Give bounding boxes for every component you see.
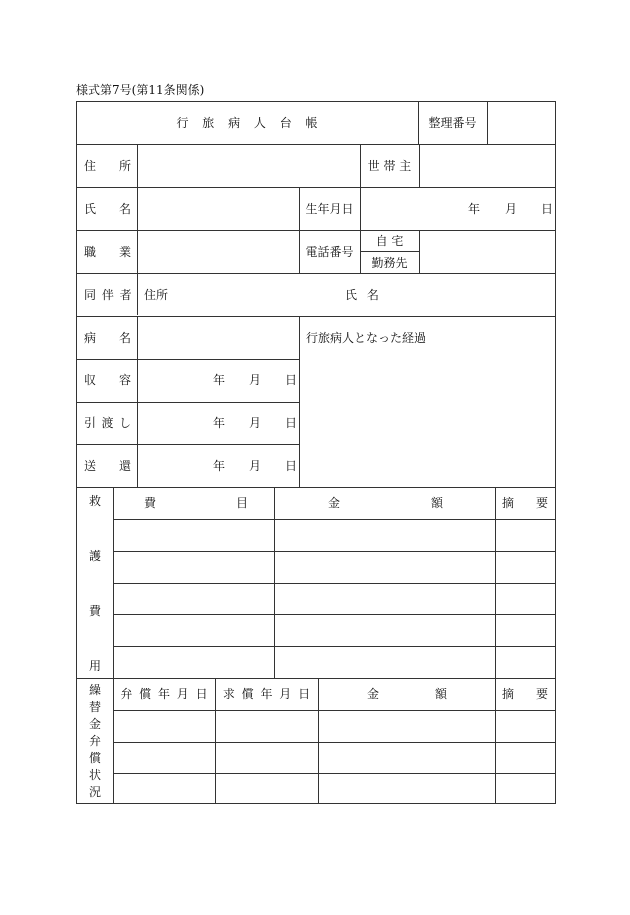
reimbursement-side-char: 況 <box>88 785 101 799</box>
circumstances-field[interactable] <box>300 360 555 487</box>
serial-number-label: 整理番号 <box>428 116 477 130</box>
occupation-field[interactable] <box>138 231 299 273</box>
col-divider <box>495 487 496 678</box>
household-head-field[interactable] <box>420 145 555 187</box>
relief-side-char: 用 <box>88 659 101 673</box>
disease-field[interactable] <box>138 317 299 359</box>
companion-address-label: 住所 <box>144 288 169 302</box>
claim-date-header: 求 償 年 月 日 <box>222 687 311 701</box>
reimbursement-side-char: 弁 <box>88 734 101 748</box>
birth-day-unit: 日 <box>541 202 554 216</box>
phone-home-field[interactable] <box>420 231 555 251</box>
ledger-form <box>76 101 556 804</box>
row-divider <box>77 273 555 274</box>
relief-item-header: 費 目 <box>144 496 248 510</box>
handover-year-unit: 年 <box>213 416 226 430</box>
return-month-unit: 月 <box>249 459 262 473</box>
address-field[interactable] <box>138 145 360 187</box>
row-divider <box>77 487 555 488</box>
birth-year-unit: 年 <box>468 202 481 216</box>
ledger-title: 行 旅 病 人 台 帳 <box>176 116 319 130</box>
row-divider <box>77 444 299 445</box>
address-label: 住 所 <box>84 159 131 173</box>
handover-month-unit: 月 <box>249 416 262 430</box>
row-divider <box>77 359 299 360</box>
companion-name-label: 氏 名 <box>345 288 379 302</box>
name-label: 氏 名 <box>84 202 131 216</box>
col-divider <box>274 487 275 678</box>
form-number: 様式第7号(第11条関係) <box>76 83 205 97</box>
companion-label: 同 伴 者 <box>84 288 133 302</box>
relief-side-char: 費 <box>88 604 101 618</box>
phone-work-label: 勤務先 <box>371 256 408 270</box>
birthdate-label: 生年月日 <box>305 202 354 216</box>
row-divider <box>113 614 555 615</box>
circumstances-label: 行旅病人となった経過 <box>306 331 427 345</box>
admission-label: 収 容 <box>84 373 131 387</box>
phone-work-field[interactable] <box>420 252 555 273</box>
reimbursement-side-char: 繰 <box>88 683 101 697</box>
birth-month-unit: 月 <box>505 202 518 216</box>
serial-number-field[interactable] <box>488 102 555 144</box>
row-divider <box>113 773 555 774</box>
reimbursement-side-char: 金 <box>88 717 101 731</box>
reimbursement-side-char: 替 <box>88 700 101 714</box>
return-day-unit: 日 <box>285 459 298 473</box>
return-year-unit: 年 <box>213 459 226 473</box>
row-divider <box>113 519 555 520</box>
repaid-date-header: 弁 償 年 月 日 <box>120 687 208 701</box>
row-divider <box>113 646 555 647</box>
phone-home-label: 自 宅 <box>375 234 404 248</box>
relief-side-char: 護 <box>88 549 101 563</box>
admission-month-unit: 月 <box>249 373 262 387</box>
disease-label: 病 名 <box>84 331 131 345</box>
reimbursement-amount-header: 金 額 <box>367 687 447 701</box>
reimbursement-side-char: 状 <box>88 768 101 782</box>
phone-label: 電話番号 <box>305 245 354 259</box>
col-divider <box>113 487 114 804</box>
relief-remarks-header: 摘 要 <box>502 496 548 510</box>
return-label: 送 還 <box>84 459 131 473</box>
row-divider <box>77 678 555 679</box>
col-divider <box>495 678 496 804</box>
row-divider <box>77 402 299 403</box>
col-divider <box>299 187 300 273</box>
admission-year-unit: 年 <box>213 373 226 387</box>
relief-side-char: 救 <box>88 494 101 508</box>
row-divider <box>113 710 555 711</box>
handover-day-unit: 日 <box>285 416 298 430</box>
col-divider <box>318 678 319 804</box>
admission-day-unit: 日 <box>285 373 298 387</box>
name-field[interactable] <box>138 188 299 230</box>
reimbursement-remarks-header: 摘 要 <box>502 687 548 701</box>
row-divider <box>113 583 555 584</box>
row-divider <box>113 742 555 743</box>
handover-label: 引 渡 し <box>84 416 131 430</box>
relief-amount-header: 金 額 <box>328 496 443 510</box>
row-divider <box>360 251 419 252</box>
household-head-label: 世 帯 主 <box>367 159 412 173</box>
occupation-label: 職 業 <box>84 245 131 259</box>
row-divider <box>113 551 555 552</box>
reimbursement-side-char: 償 <box>88 751 101 765</box>
